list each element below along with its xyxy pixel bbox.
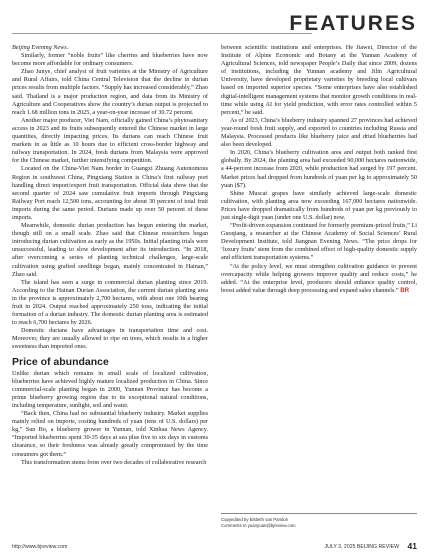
page-header <box>0 0 427 40</box>
paragraph-text: As of 2023, China’s blueberry industry spanned 27 provinces had achieved year-round fresh fruit supply, and exported to countries including Russia and Malaysia. Processed products like blueberry juice and dried blueberries had also been developed. <box>221 116 417 149</box>
paragraph-text: Another major producer, Viet Nam, officially gained China’s phytosanitary access in 2023 and its fruits subsequently entered the Chinese market in large quantities, directly impacting prices. Its durians can reach Chinese fruit markets in as little as 10 hours due to efficient cross-border highway and railway transportation. In 2024, fresh durians from Malaysia were approved for the Chinese market, further intensifying competition. <box>12 116 208 165</box>
paragraph-text: Unlike durian which remains in small scale of localized cultivation, blueberries have achieved highly mature localized production in China. Since commercial-scale planting began in 2000, Yunnan Province has become a prime blueberry growing region due to its exceptional natural conditions, including temperature, sunlight, soil and water. <box>12 369 208 409</box>
header-rule <box>12 33 312 34</box>
left-column <box>12 44 208 467</box>
section-heading: Price of abundance <box>12 355 109 368</box>
paragraph <box>12 279 208 328</box>
paragraph-text: “Profit-driven expansion continued for formerly premium-priced fruits,” Li Guoqiang, a researcher at the Chinese Academy of Social Sciences’ Rural Development Institute, told Jiangnan Evening News. “The price drops for ‘luxury fruits’ stem from the combined effect of high-quality domestic supply and efficient transportation systems.” <box>221 222 417 262</box>
paragraph-text: “Back then, China had no substantial blueberry industry. Market supplies mainly relied on imports, costing hundreds of yuan (tens of U.S. dollars) per kg,” Sun Bo, a blueberry grower in Yunnan, told Xinhua News Agency. “Imported blueberries spent 30-35 days at sea plus five to six days in customs clearance, so their freshness was already greatly compromised by the time consumers got them.” <box>12 410 208 458</box>
paragraph-text: In 2020, China’s blueberry cultivation area and output both ranked first globally. By 2024, the planting area had exceeded 90,000 hectares nationwide, a 44-percent increase from 2020, while production had surged by 197 percent. Market prices had dropped from hundreds of yuan per kg to approximately 50 yuan ($7). <box>221 149 417 189</box>
left-paragraphs-continued <box>12 370 208 467</box>
paragraph <box>12 410 208 459</box>
paragraph-text: Located on the China-Viet Nam border in Guangxi Zhuang Autonomous Region in southwest China, Pingxiang Station is China’s first railway port handling direct import/export fruit transportation. Official data show that the second quarter of 2024 saw cumulative fruit imports through Pingxiang Railway Port reach 12,500 tons, accounting for about 30 percent of total fruit imports during the same period. Durians made up over 50 percent of these imports. <box>12 165 208 221</box>
footer-issue: JULY 3, 2025 BEIJING REVIEW <box>324 544 399 550</box>
paragraph <box>221 263 417 295</box>
paragraph <box>12 52 208 68</box>
comments-contact: Comments to yuanyuan@bjreview.com <box>221 522 296 528</box>
paragraph-text: Domestic durians have advantages in transportation time and cost. Moreover, they are usually allowed to ripe on trees, which results in a higher sweetness than imported ones. <box>12 327 208 351</box>
paragraph-text: Shine Muscat grapes have similarly achieved large-scale domestic cultivation, with planting area now exceeding 167,000 hectares nationwide. Prices have dropped dramatically from hundreds of yuan per kg previously to just single-digit yuan (under one U.S. dollar) now. <box>221 189 417 221</box>
paragraph <box>12 44 208 52</box>
paragraph-text: between scientific institutions and enterprises. He Jiawei, Director of the Institute of Alpine Economic and Botany at the Yunnan Academy of Agricultural Sciences, told newspaper People’s Daily that since 2009, dozens of institutions, including the Yunnan academy and Jilin Agricultural University, have developed proprietary varieties by breeding local cultivars based on imported superior species. “Some enterprises have also established digital-intelligent management systems that monitor growth conditions in real-time while using AI for yield prediction, with error rates controlled within 5 percent,” he said. <box>221 44 417 116</box>
page-footer <box>12 541 417 553</box>
paragraph <box>12 165 208 222</box>
right-paragraphs <box>221 44 417 295</box>
paragraph-text: Zhao Junye, chief analyst of fruit varieties at the Ministry of Agriculture and Rural Affairs, told China Central Television that the decline in durian prices results from multiple factors. “Supply has increased considerably,” Zhao said. Thailand is a major production region, and data from its Ministry of Agriculture and Cooperatives show the country’s durian output is projected to reach 1.68 million tons in 2025, a year-on-year increase of 30.72 percent. <box>12 68 208 116</box>
paragraph-text: Similarly, former “noble fruits” like cherries and blueberries have now become more affordable for ordinary consumers. <box>12 52 208 68</box>
paragraph <box>221 44 417 117</box>
section-title: FEATURES <box>289 12 417 35</box>
paragraph <box>12 68 208 117</box>
right-column <box>221 44 417 295</box>
paragraph-text: This transformation stems from over two decades of collaborative research <box>21 458 207 466</box>
paragraph <box>12 117 208 166</box>
paragraph <box>221 117 417 149</box>
paragraph <box>12 327 208 351</box>
paragraph-text: “At the policy level, we must strengthen cultivation guidance to prevent overcapacity while helping growers improve quality and reduce costs,” he added. “At the enterprise level, producers should enhance quality control, boost added value through deep processing and expand sales channels.” <box>221 262 417 294</box>
left-paragraphs <box>12 44 208 352</box>
page-number: 41 <box>407 541 417 551</box>
paragraph <box>12 370 208 410</box>
article-credits <box>221 513 417 528</box>
paragraph-text: The island has seen a surge in commercial durian planting since 2019. According to the Hainan Durian Association, the current durian planting area in the province is approximately 2,700 hectares, with about one 10th bearing fruit in 2024. Output reached approximately 250 tons, indicating the initial formation of a durian industry. The domestic durian planting area is estimated to reach 6,700 hectares by 2026. <box>12 278 208 327</box>
end-mark: BR <box>400 286 410 294</box>
paragraph <box>12 459 208 467</box>
paragraph-text: Beijing Evening News. <box>12 44 69 51</box>
paragraph <box>221 190 417 222</box>
footer-url[interactable]: http://www.bjreview.com <box>12 544 68 550</box>
copyedit-credit: Copyedited by Elsbeth van Paridon <box>221 517 289 522</box>
paragraph <box>221 222 417 262</box>
paragraph <box>221 149 417 189</box>
paragraph-text: Meanwhile, domestic durian production has begun entering the market, though still on a small scale. Zhao said that Chinese researchers began introducing durian cultivation as early as the 1950s. Initial planting trials were unsuccessful, leading to slow development after its introduction. “In 2018, after overcoming a series of planting technical challenges, large-scale cultivation using grafted seedlings began, mainly concentrated in Hainan,” Zhao said. <box>12 222 208 278</box>
paragraph <box>12 222 208 279</box>
